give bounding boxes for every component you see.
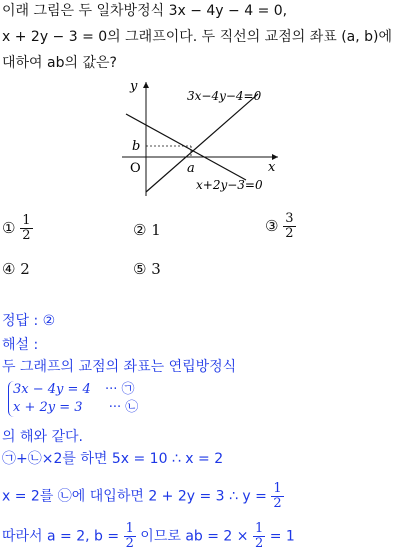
graph-figure: [118, 76, 284, 196]
a-label: a: [187, 161, 195, 176]
explanation-label: 해설 :: [2, 337, 39, 353]
solution-line-5-fraction-1: [124, 522, 136, 551]
x-axis-label: x: [268, 160, 276, 175]
equation-1: [13, 381, 138, 399]
equation-1-tag: ··· ㉠: [104, 382, 135, 397]
solution-line-5-fraction-2: [253, 522, 265, 551]
solution-line-5-part-b: 이므로 ab = 2 ×: [140, 528, 249, 545]
choice-1-mark: ①: [2, 219, 16, 237]
y-axis-arrow-icon: [143, 82, 149, 88]
choice-1-fraction: [20, 214, 32, 243]
line-1-label: 3x−4y−4=0: [187, 89, 262, 103]
choice-4[interactable]: [2, 260, 30, 278]
solution-line-5-denominator-1: 2: [125, 536, 134, 551]
solution-line-4-fraction: [271, 482, 283, 511]
question-line-2: x + 2y − 3 = 0의 그래프이다. 두 직선의 교점의 좌표 (a, b)에: [2, 29, 393, 45]
solution-line-1: 두 그래프의 교점의 좌표는 연립방정식: [2, 359, 237, 375]
equation-2-text: x + 2y = 3: [13, 400, 83, 415]
choice-3-fraction: [283, 212, 295, 241]
choice-5[interactable]: [133, 260, 161, 278]
solution-line-5-part-c: = 1: [269, 528, 295, 545]
graph-line-2: [126, 114, 246, 180]
solution-line-5-part-a: 따라서 a = 2, b =: [2, 528, 120, 545]
solution-line-5-denominator-2: 2: [254, 536, 264, 551]
equation-1-text: 3x − 4y = 4: [13, 382, 91, 397]
choice-3[interactable]: [265, 212, 296, 241]
choice-1[interactable]: [2, 214, 33, 243]
choice-4-mark: ④: [2, 260, 16, 278]
choice-2-mark: ②: [133, 221, 147, 239]
choice-3-denominator: 2: [285, 226, 294, 241]
choice-1-denominator: 2: [22, 228, 31, 243]
choice-5-mark: ⑤: [133, 260, 147, 278]
solution-line-4-denominator: 2: [273, 496, 282, 511]
solution-line-5-numerator-2: 1: [254, 521, 264, 536]
choice-3-numerator: 3: [285, 211, 294, 226]
question-line-1: 이래 그림은 두 일차방정식 3x − 4y − 4 = 0,: [2, 3, 288, 19]
solution-line-5: [2, 522, 295, 551]
b-label: b: [132, 139, 141, 154]
choice-4-value: 2: [20, 260, 30, 278]
origin-label: O: [130, 161, 141, 176]
question-line-3: 대하여 ab의 값은?: [2, 55, 117, 71]
solution-line-5-numerator-1: 1: [125, 521, 134, 536]
equation-2-tag: ··· ㉡: [108, 400, 139, 415]
equation-system: [8, 381, 138, 417]
solution-line-2: 의 해와 같다.: [2, 429, 83, 445]
equation-2: [13, 399, 138, 417]
choice-1-numerator: 1: [22, 213, 31, 228]
choice-2-value: 1: [151, 221, 161, 239]
choice-5-value: 3: [151, 260, 161, 278]
solution-line-4-text: x = 2를 ㉡에 대입하면 2 + 2y = 3 ∴ y =: [2, 488, 267, 505]
solution-line-4: [2, 482, 284, 511]
answer-label: 정답 : ②: [2, 313, 56, 329]
y-axis-label: y: [130, 79, 138, 94]
solution-line-4-numerator: 1: [273, 481, 282, 496]
solution-line-3: ㉠+㉡×2를 하면 5x = 10 ∴ x = 2: [2, 451, 224, 467]
choice-3-mark: ③: [265, 217, 279, 235]
line-2-label: x+2y−3=0: [196, 178, 263, 192]
choice-2[interactable]: [133, 221, 161, 239]
